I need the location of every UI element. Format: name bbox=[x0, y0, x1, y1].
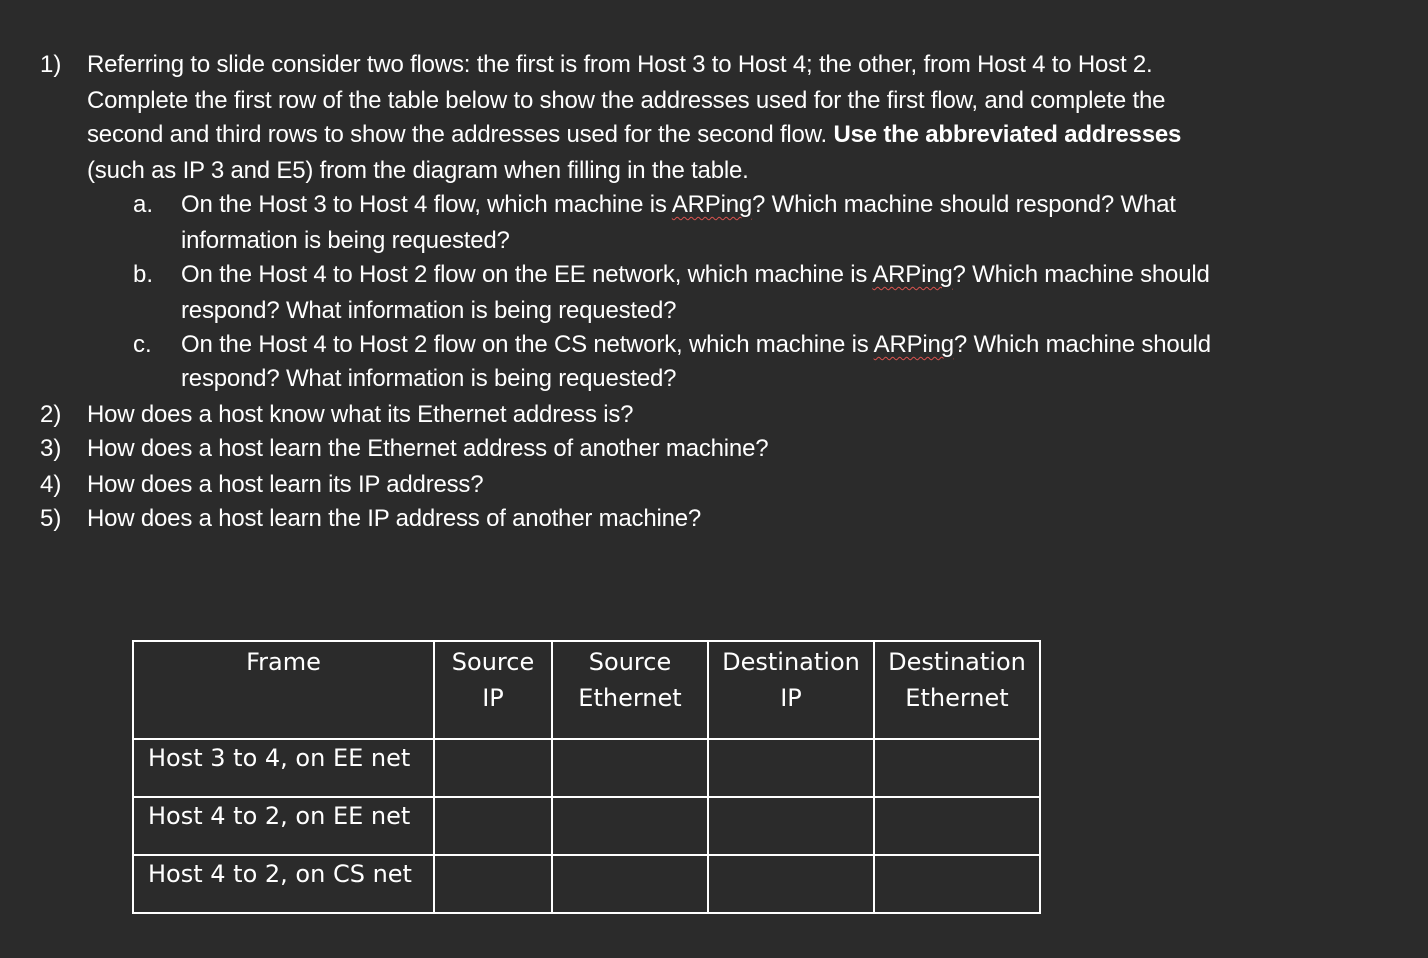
q1-line-2: Complete the first row of the table below to show the addresses used for the first flow, and complete the bbox=[87, 87, 1166, 114]
q1b-text-post: ? Which machine should bbox=[952, 261, 1210, 288]
q1-number: 1) bbox=[40, 51, 62, 78]
q1c-text-pre: On the Host 4 to Host 2 flow on the CS network, which machine is bbox=[181, 331, 874, 358]
q1a-line-1 bbox=[181, 190, 1176, 220]
row-frame-label: Host 3 to 4, on EE net bbox=[133, 739, 434, 797]
header-destination-ethernet bbox=[874, 641, 1040, 739]
cell-destination-ip[interactable] bbox=[708, 855, 874, 913]
header-destination-ip-line-2: IP bbox=[780, 684, 802, 712]
header-source-ethernet bbox=[552, 641, 708, 739]
q3-text: How does a host learn the Ethernet address of another machine? bbox=[87, 435, 769, 462]
q1c-text-post: ? Which machine should bbox=[953, 331, 1211, 358]
q1a-arping-word: ARPing bbox=[671, 191, 753, 218]
row-frame-label: Host 4 to 2, on CS net bbox=[133, 855, 434, 913]
table-header-row bbox=[133, 641, 1040, 739]
header-destination-ethernet-line-2: Ethernet bbox=[905, 684, 1009, 712]
q4-text: How does a host learn its IP address? bbox=[87, 471, 484, 498]
header-source-ip bbox=[434, 641, 552, 739]
q1a-marker: a. bbox=[133, 191, 154, 218]
q1a-text-pre: On the Host 3 to Host 4 flow, which machine is bbox=[181, 191, 672, 218]
header-source-ethernet-line-2: Ethernet bbox=[578, 684, 682, 712]
q2-number: 2) bbox=[40, 401, 62, 428]
q1-line-3 bbox=[87, 120, 1181, 150]
q1b-marker: b. bbox=[133, 261, 154, 288]
frames-table bbox=[132, 640, 1041, 914]
table-row bbox=[133, 797, 1040, 855]
header-destination-ip-line-1: Destination bbox=[722, 648, 860, 676]
q1a-line-2: information is being requested? bbox=[181, 227, 510, 254]
cell-source-ethernet[interactable] bbox=[552, 855, 708, 913]
q1c-arping-word: ARPing bbox=[873, 331, 954, 358]
q1c-line-2: respond? What information is being requested? bbox=[181, 365, 677, 392]
q1c-marker: c. bbox=[133, 331, 152, 358]
header-destination-ip bbox=[708, 641, 874, 739]
q1b-text-pre: On the Host 4 to Host 2 flow on the EE network, which machine is bbox=[181, 261, 873, 288]
table-row bbox=[133, 739, 1040, 797]
row-frame-label: Host 4 to 2, on EE net bbox=[133, 797, 434, 855]
q5-text: How does a host learn the IP address of another machine? bbox=[87, 505, 702, 532]
header-destination-ethernet-line-1: Destination bbox=[888, 648, 1026, 676]
cell-destination-ethernet[interactable] bbox=[874, 739, 1040, 797]
cell-destination-ip[interactable] bbox=[708, 739, 874, 797]
q1b-arping-word: ARPing bbox=[872, 261, 953, 288]
q1-line-3-plain: second and third rows to show the addresses used for the second flow. bbox=[87, 121, 834, 148]
header-frame-label: Frame bbox=[246, 648, 321, 676]
cell-destination-ip[interactable] bbox=[708, 797, 874, 855]
q1a-text-post: ? Which machine should respond? What bbox=[752, 191, 1176, 218]
cell-destination-ethernet[interactable] bbox=[874, 797, 1040, 855]
header-source-ip-line-2: IP bbox=[482, 684, 504, 712]
q5-number: 5) bbox=[40, 505, 62, 532]
q4-number: 4) bbox=[40, 471, 62, 498]
header-frame bbox=[133, 641, 434, 739]
cell-source-ethernet[interactable] bbox=[552, 797, 708, 855]
q1b-line-2: respond? What information is being requested? bbox=[181, 297, 677, 324]
cell-source-ip[interactable] bbox=[434, 855, 552, 913]
q2-text: How does a host know what its Ethernet address is? bbox=[87, 401, 634, 428]
cell-source-ethernet[interactable] bbox=[552, 739, 708, 797]
cell-destination-ethernet[interactable] bbox=[874, 855, 1040, 913]
table-row bbox=[133, 855, 1040, 913]
header-source-ethernet-line-1: Source bbox=[588, 648, 672, 676]
q1b-line-1 bbox=[181, 260, 1210, 290]
q1-line-4: (such as IP 3 and E5) from the diagram when filling in the table. bbox=[87, 157, 749, 184]
cell-source-ip[interactable] bbox=[434, 739, 552, 797]
q1-line-1: Referring to slide consider two flows: the first is from Host 3 to Host 4; the other, from Host 4 to Host 2. bbox=[87, 51, 1153, 78]
header-source-ip-line-1: Source bbox=[451, 648, 535, 676]
cell-source-ip[interactable] bbox=[434, 797, 552, 855]
q1c-line-1 bbox=[181, 330, 1211, 360]
q3-number: 3) bbox=[40, 435, 62, 462]
q1-line-3-bold: Use the abbreviated addresses bbox=[833, 121, 1182, 148]
